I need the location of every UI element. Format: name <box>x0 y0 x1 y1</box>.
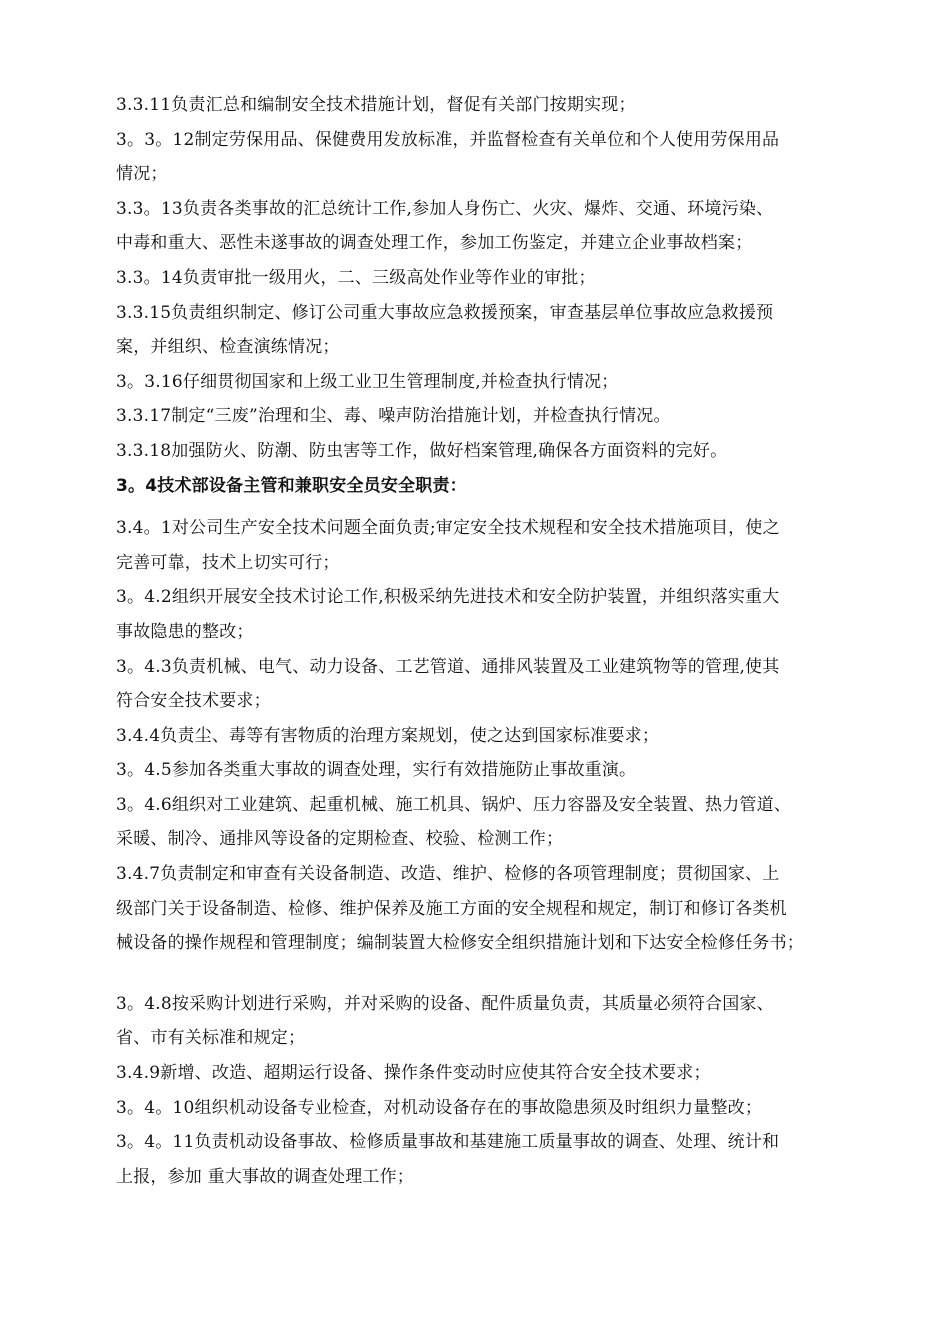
text-line: 3.3.17制定“三废”治理和尘、毒、噪声防治措施计划，并检查执行情况。 <box>116 406 671 427</box>
text-line: 采暖、制冷、通排风等设备的定期检查、校验、检测工作； <box>116 829 564 850</box>
section-3-3-duties <box>116 88 876 469</box>
text-line: 3。3.16仔细贯彻国家和上级工业卫生管理制度,并检查执行情况； <box>116 371 619 392</box>
text-line: 3.3.18加强防火、防潮、防虫害等工作，做好档案管理,确保各方面资料的完好。 <box>116 440 728 461</box>
paragraph-gap <box>116 961 876 987</box>
text-line: 3。4.3负责机械、电气、动力设备、工艺管道、通排风装置及工业建筑物等的管理,使其 <box>116 656 780 677</box>
text-line: 符合安全技术要求； <box>116 691 271 712</box>
text-line: 3.3.11负责汇总和编制安全技术措施计划，督促有关部门按期实现； <box>116 95 636 115</box>
text-line: 级部门关于设备制造、检修、维护保养及施工方面的安全规程和规定，制订和修订各类机 <box>116 898 787 919</box>
text-line: 3.3.15负责组织制定、修订公司重大事故应急救援预案，审查基层单位事故应急救援预 <box>116 302 774 323</box>
document-page <box>116 88 876 1194</box>
text-line: 3。4。10组织机动设备专业检查，对机动设备存在的事故隐患须及时组织力量整改； <box>116 1097 763 1118</box>
text-line: 3.4。1对公司生产安全技术问题全面负责;审定安全技术规程和安全技术措施项目，使之 <box>116 518 780 539</box>
text-line: 3.4.4负责尘、毒等有害物质的治理方案规划，使之达到国家标准要求； <box>116 725 660 746</box>
section-heading: 3。4技术部设备主管和兼职安全员安全职责： <box>116 475 467 496</box>
text-line: 3。4.5参加各类重大事故的调查处理，实行有效措施防止事故重演。 <box>116 760 637 781</box>
section-3-4-duties-continued <box>116 987 876 1195</box>
text-line: 3.3。14负责审批一级用火，二、三级高处作业等作业的审批； <box>116 267 596 288</box>
text-line: 省、市有关标准和规定； <box>116 1028 306 1049</box>
text-line: 3。4.8按采购计划进行采购，并对采购的设备、配件质量负责，其质量必须符合国家、 <box>116 993 774 1014</box>
text-line: 3。4。11负责机动设备事故、检修质量事故和基建施工质量事故的调查、处理、统计和 <box>116 1132 780 1153</box>
text-line: 3.4.9新增、改造、超期运行设备、操作条件变动时应使其符合安全技术要求； <box>116 1063 711 1084</box>
text-line: 情况； <box>116 164 168 185</box>
text-line: 事故隐患的整改； <box>116 621 254 642</box>
text-line: 中毒和重大、恶性未遂事故的调查处理工作，参加工伤鉴定，并建立企业事故档案； <box>116 233 753 254</box>
text-line: 3。4.2组织开展安全技术讨论工作,积极采纳先进技术和安全防护装置，并组织落实重大 <box>116 587 780 608</box>
text-line: 3.3。13负责各类事故的汇总统计工作,参加人身伤亡、火灾、爆炸、交通、环境污染、 <box>116 198 774 219</box>
text-line: 案，并组织、检查演练情况； <box>116 337 340 358</box>
text-line: 3。4.6组织对工业建筑、起重机械、施工机具、锅炉、压力容器及安全装置、热力管道、 <box>116 794 792 815</box>
text-line: 械设备的操作规程和管理制度；编制装置大检修安全组织措施计划和下达安全检修任务书； <box>116 933 804 954</box>
text-line: 完善可靠，技术上切实可行； <box>116 552 340 573</box>
text-line: 3.4.7负责制定和审查有关设备制造、改造、维护、检修的各项管理制度；贯彻国家、上 <box>116 864 780 885</box>
text-line: 3。3。12制定劳保用品、保健费用发放标准，并监督检查有关单位和个人使用劳保用品 <box>116 129 780 150</box>
section-3-4-duties <box>116 511 876 961</box>
text-line: 上报，参加 重大事故的调查处理工作； <box>116 1166 415 1187</box>
